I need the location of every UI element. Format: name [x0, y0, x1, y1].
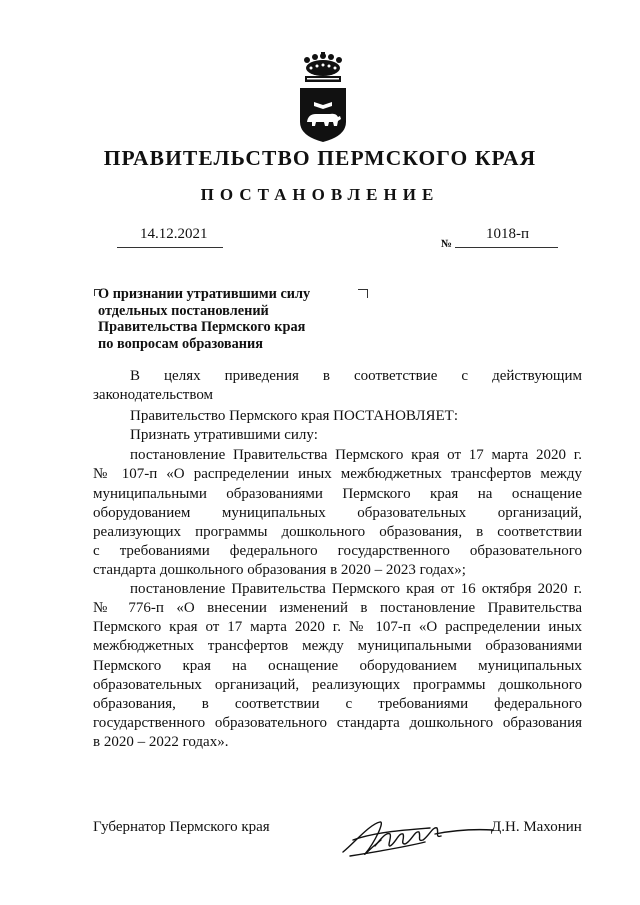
signatory-name: Д.Н. Махонин	[491, 819, 582, 835]
body-line: государственного образовательного стандарта дошкольного образования	[93, 715, 582, 731]
body-line: постановление Правительства Пермского края от 17 марта 2020 г.	[130, 447, 582, 463]
body-line: оборудованием муниципальных образовательных организаций,	[93, 505, 582, 521]
body-line: образовательных организаций, реализующих программы дошкольного	[93, 677, 582, 693]
body-line: реализующих программы дошкольного образования, в соответствии	[93, 524, 582, 540]
body-line: стандарта дошкольного образования в 2020 – 2023 годах»;	[93, 562, 466, 578]
body-line: Пермского края от 17 марта 2020 г. № 107-п «О распределении иных	[93, 619, 582, 635]
body-line: межбюджетных трансфертов между муниципальными образованиями	[93, 638, 582, 654]
government-title: ПРАВИТЕЛЬСТВО ПЕРМСКОГО КРАЯ	[103, 146, 537, 170]
document-type: ПОСТАНОВЛЕНИЕ	[200, 185, 440, 204]
body-line: в 2020 – 2022 годах».	[93, 734, 229, 750]
date-underline	[117, 247, 223, 248]
document-number: 1018-п	[486, 226, 530, 242]
body-line: постановление Правительства Пермского края от 16 октября 2020 г.	[130, 581, 582, 597]
body-line: Правительство Пермского края ПОСТАНОВЛЯЕТ:	[130, 408, 459, 424]
title-corner-mark-right	[358, 289, 368, 298]
body-line: В целях приведения в соответствие с действующим	[130, 368, 582, 384]
body-line: муниципальными образованиями Пермского края на оснащение	[93, 486, 582, 502]
title-line: по вопросам образования	[98, 335, 263, 352]
body-line: № 776-п «О внесении изменений в постановление Правительства	[93, 600, 582, 616]
body-line: образования, в соответствии с требованиями федерального	[93, 696, 582, 712]
title-line: О признании утратившими силу	[98, 286, 311, 302]
document-date: 14.12.2021	[140, 226, 208, 242]
handwritten-signature	[335, 812, 495, 862]
number-sign: №	[441, 238, 453, 250]
body-line: Признать утратившими силу:	[130, 427, 318, 443]
number-underline	[455, 247, 558, 248]
body-line: Пермского края на оснащение оборудованием муниципальных	[93, 658, 582, 674]
body-line: № 107-п «О распределении иных межбюджетных трансфертов между	[93, 466, 582, 482]
title-line: отдельных постановлений	[98, 302, 269, 319]
title-line: Правительства Пермского края	[98, 319, 306, 335]
signatory-position: Губернатор Пермского края	[93, 819, 270, 835]
document-title	[98, 286, 310, 352]
body-line: с требованиями федерального государственного образовательного	[93, 543, 582, 559]
body-line: законодательством	[93, 387, 214, 403]
coat-of-arms-icon	[296, 52, 350, 144]
